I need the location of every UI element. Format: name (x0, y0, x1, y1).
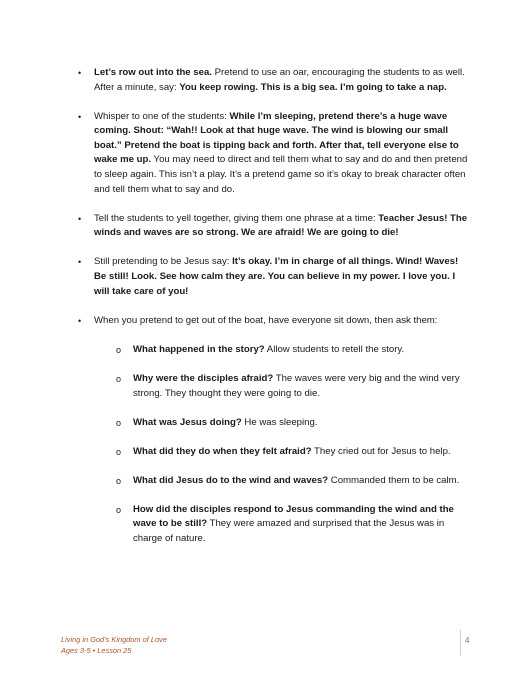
question-text: How did the disciples respond to Jesus commanding the wind and the wave to be still? (133, 503, 454, 530)
list-item (78, 255, 468, 299)
list-item (78, 110, 468, 198)
item-text: Still pretending to be Jesus say: (94, 256, 233, 268)
answer-text: The waves were very big and the wind very strong. They thought they were going to die. (133, 372, 460, 399)
answer-text: Allow students to retell the story. (264, 343, 405, 355)
list-item (78, 314, 468, 547)
circle-bullet-icon: o (116, 446, 122, 457)
page-number: 4 (465, 636, 470, 645)
item-text-bold: It’s okay. I’m in charge of all things. Wind! Waves! Be still! Look. See how calm they are. You can believe in my power. I love you. I will take care of you! (94, 256, 459, 297)
item-text: You may need to direct and tell them what to say and do and then pretend to sleep again. This isn’t a play. It’s a pretend game so it’s okay to break character often and tell them what to say and do. (94, 154, 468, 195)
page-footer (61, 634, 167, 656)
circle-bullet-icon: o (116, 417, 122, 428)
item-text-bold: You keep rowing. This is a big sea. I’m going to take a nap. (179, 81, 447, 93)
item-text-bold: Let’s row out into the sea. (94, 67, 212, 78)
question-text: Why were the disciples afraid? (133, 372, 274, 384)
activity-list (78, 66, 468, 547)
footer-divider (460, 630, 461, 656)
item-text: When you pretend to get out of the boat, have everyone sit down, then ask them: (94, 314, 438, 326)
answer-text: Commanded them to be calm. (328, 474, 460, 486)
item-text-bold: While I’m sleeping, pretend there’s a huge wave coming. Shout: “Wah!! Look at that huge wave. The wind is blowing our small boat.” Pretend the boat is tipping back and forth. After that, tell everyone else to wake me up. (94, 110, 459, 166)
answer-text: He was sleeping. (241, 416, 318, 428)
question-list (116, 343, 468, 547)
item-text: Pretend to use an oar, encouraging the students to as well. After a minute, say: (94, 67, 465, 93)
circle-bullet-icon: o (116, 475, 122, 486)
question-text: What happened in the story? (133, 343, 265, 355)
question-item (116, 343, 468, 358)
question-text: What did Jesus do to the wind and waves? (133, 474, 329, 486)
bullet-icon: • (78, 315, 82, 326)
footer-subtitle: Ages 3-5 • Lesson 25 (61, 646, 132, 655)
question-item (116, 503, 468, 547)
circle-bullet-icon: o (116, 373, 122, 384)
circle-bullet-icon: o (116, 344, 122, 355)
bullet-icon: • (78, 257, 82, 268)
question-item (116, 474, 468, 489)
question-item (116, 372, 468, 401)
bullet-icon: • (78, 68, 82, 78)
answer-text: They cried out for Jesus to help. (311, 445, 451, 457)
question-item (116, 416, 468, 431)
item-text: Whisper to one of the students: (94, 110, 230, 122)
bullet-icon: • (78, 111, 82, 122)
bullet-icon: • (78, 213, 82, 224)
question-item (116, 445, 468, 460)
question-text: What was Jesus doing? (133, 416, 242, 428)
circle-bullet-icon: o (116, 504, 122, 515)
list-item (78, 66, 468, 95)
item-text: Tell the students to yell together, giving them one phrase at a time: (94, 212, 379, 224)
item-text-bold: Teacher Jesus! The winds and waves are so strong. We are afraid! We are going to die! (94, 212, 468, 239)
question-text: What did they do when they felt afraid? (133, 445, 312, 457)
footer-title: Living in God’s Kingdom of Love (61, 635, 167, 644)
answer-text: They were amazed and surprised that the Jesus was in charge of nature. (133, 518, 445, 545)
list-item (78, 212, 468, 241)
